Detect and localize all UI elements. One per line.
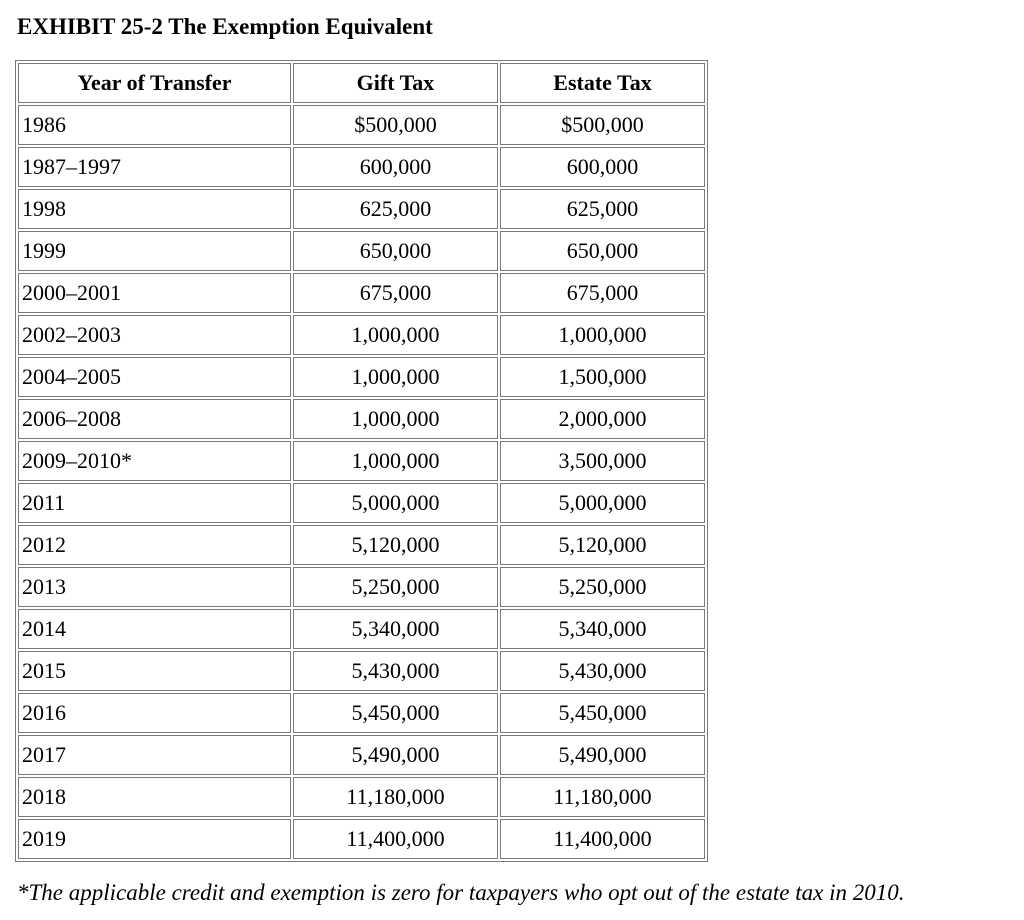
cell-year: 2018 xyxy=(18,777,291,817)
header-year-of-transfer: Year of Transfer xyxy=(18,63,291,103)
cell-gift-tax: 5,000,000 xyxy=(293,483,498,523)
table-row xyxy=(18,609,705,649)
cell-gift-tax: 675,000 xyxy=(293,273,498,313)
cell-gift-tax: 11,400,000 xyxy=(293,819,498,859)
cell-gift-tax: 11,180,000 xyxy=(293,777,498,817)
cell-estate-tax: 5,000,000 xyxy=(500,483,705,523)
cell-estate-tax: 3,500,000 xyxy=(500,441,705,481)
cell-estate-tax: 2,000,000 xyxy=(500,399,705,439)
cell-gift-tax: 625,000 xyxy=(293,189,498,229)
table-row xyxy=(18,315,705,355)
cell-estate-tax: $500,000 xyxy=(500,105,705,145)
cell-gift-tax: 5,250,000 xyxy=(293,567,498,607)
cell-gift-tax: 650,000 xyxy=(293,231,498,271)
cell-year: 2000–2001 xyxy=(18,273,291,313)
cell-estate-tax: 675,000 xyxy=(500,273,705,313)
cell-estate-tax: 5,120,000 xyxy=(500,525,705,565)
table-row xyxy=(18,819,705,859)
cell-gift-tax: 5,450,000 xyxy=(293,693,498,733)
cell-year: 2009–2010* xyxy=(18,441,291,481)
cell-gift-tax: 1,000,000 xyxy=(293,441,498,481)
table-row xyxy=(18,567,705,607)
cell-gift-tax: 600,000 xyxy=(293,147,498,187)
cell-year: 1999 xyxy=(18,231,291,271)
table-row xyxy=(18,777,705,817)
cell-estate-tax: 5,450,000 xyxy=(500,693,705,733)
header-gift-tax: Gift Tax xyxy=(293,63,498,103)
cell-estate-tax: 5,340,000 xyxy=(500,609,705,649)
cell-year: 2015 xyxy=(18,651,291,691)
cell-year: 1986 xyxy=(18,105,291,145)
cell-estate-tax: 5,490,000 xyxy=(500,735,705,775)
cell-estate-tax: 600,000 xyxy=(500,147,705,187)
cell-gift-tax: 1,000,000 xyxy=(293,315,498,355)
cell-year: 1987–1997 xyxy=(18,147,291,187)
cell-year: 2011 xyxy=(18,483,291,523)
cell-year: 1998 xyxy=(18,189,291,229)
table-row xyxy=(18,105,705,145)
table-row xyxy=(18,483,705,523)
cell-gift-tax: 1,000,000 xyxy=(293,357,498,397)
table-row xyxy=(18,525,705,565)
header-estate-tax: Estate Tax xyxy=(500,63,705,103)
cell-year: 2002–2003 xyxy=(18,315,291,355)
table-row xyxy=(18,441,705,481)
footnote: *The applicable credit and exemption is zero for taxpayers who opt out of the estate tax in 2010. xyxy=(17,880,905,905)
cell-gift-tax: 5,490,000 xyxy=(293,735,498,775)
cell-estate-tax: 11,400,000 xyxy=(500,819,705,859)
cell-estate-tax: 1,500,000 xyxy=(500,357,705,397)
exhibit-title: EXHIBIT 25-2 The Exemption Equivalent xyxy=(17,14,433,39)
cell-estate-tax: 5,250,000 xyxy=(500,567,705,607)
cell-year: 2019 xyxy=(18,819,291,859)
table-row xyxy=(18,651,705,691)
cell-year: 2004–2005 xyxy=(18,357,291,397)
cell-year: 2012 xyxy=(18,525,291,565)
table-row xyxy=(18,357,705,397)
table-row xyxy=(18,399,705,439)
cell-estate-tax: 625,000 xyxy=(500,189,705,229)
cell-estate-tax: 11,180,000 xyxy=(500,777,705,817)
table-body xyxy=(18,105,705,859)
cell-gift-tax: 5,340,000 xyxy=(293,609,498,649)
cell-year: 2016 xyxy=(18,693,291,733)
table-row xyxy=(18,273,705,313)
table-row xyxy=(18,735,705,775)
cell-gift-tax: $500,000 xyxy=(293,105,498,145)
cell-year: 2013 xyxy=(18,567,291,607)
cell-gift-tax: 1,000,000 xyxy=(293,399,498,439)
cell-year: 2006–2008 xyxy=(18,399,291,439)
cell-year: 2014 xyxy=(18,609,291,649)
table-row xyxy=(18,693,705,733)
exemption-table xyxy=(15,60,708,862)
cell-estate-tax: 5,430,000 xyxy=(500,651,705,691)
table-row xyxy=(18,147,705,187)
table-row xyxy=(18,189,705,229)
table-row xyxy=(18,231,705,271)
cell-gift-tax: 5,120,000 xyxy=(293,525,498,565)
cell-gift-tax: 5,430,000 xyxy=(293,651,498,691)
table-header-row xyxy=(18,63,705,103)
cell-estate-tax: 1,000,000 xyxy=(500,315,705,355)
cell-year: 2017 xyxy=(18,735,291,775)
cell-estate-tax: 650,000 xyxy=(500,231,705,271)
